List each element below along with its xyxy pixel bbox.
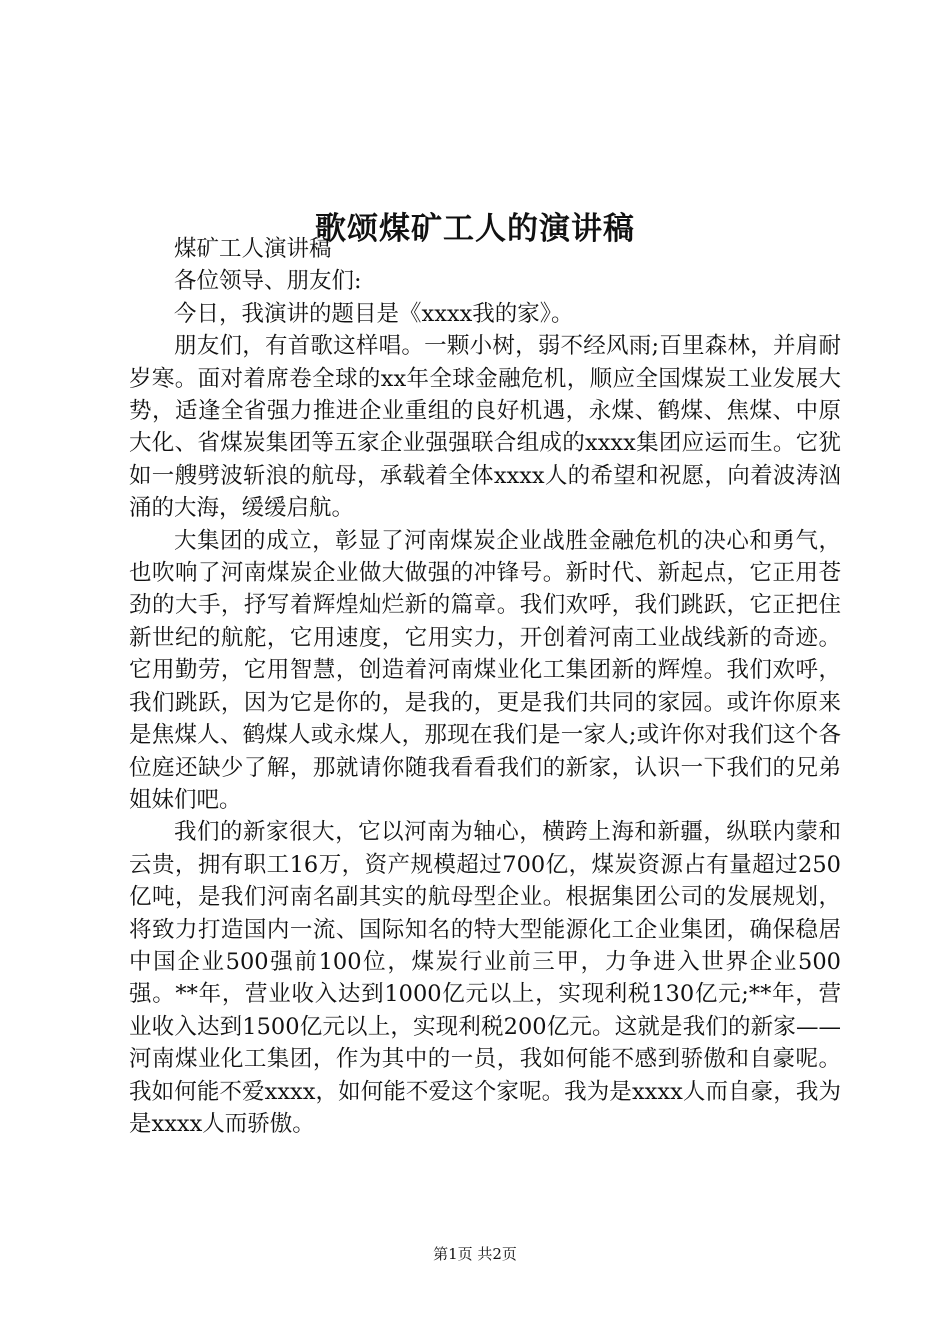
document-body bbox=[129, 233, 841, 1140]
paragraph-salutation: 各位领导、朋友们: bbox=[174, 268, 362, 295]
paragraph-topic: 今日，我演讲的题目是《xxxx我的家》。 bbox=[174, 300, 574, 327]
paragraph-body: 朋友们，有首歌这样唱。一颗小树，弱不经风雨;百里森林，并肩耐岁寒。面对着席卷全球的xx年全球金融危机，顺应全国煤炭工业发展大势，适逢全省强力推进企业重组的良好机遇，永煤、鹤煤、焦煤、中原大化、省煤炭集团等五家企业强强联合组成的xxxx集团应运而生。它犹如一艘劈波斩浪的航母，承载着全体xxxx人的希望和祝愿，向着波涛汹涌的大海，缓缓启航。 bbox=[129, 333, 841, 522]
document-title: 歌颂煤矿工人的演讲稿 bbox=[315, 210, 635, 247]
paragraph-subtitle: 煤矿工人演讲稿 bbox=[174, 236, 332, 262]
paragraph-body: 我们的新家很大，它以河南为轴心，横跨上海和新疆，纵联内蒙和云贵，拥有职工16万，资产规模超过700亿，煤炭资源占有量超过250亿吨，是我们河南名副其实的航母型企业。根据集团公司的发展规划，将致力打造国内一流、国际知名的特大型能源化工企业集团，确保稳居中国企业500强前100位，煤炭行业前三甲，力争进入世界企业500强。**年，营业收入达到1000亿元以上，实现利税130亿元;**年，营业收入达到1500亿元以上，实现利税200亿元。这就是我们的新家——河南煤业化工集团，作为其中的一员，我如何能不感到骄傲和自豪呢。我如何能不爱xxxx，如何能不爱这个家呢。我为是xxxx人而自豪，我为是xxxx人而骄傲。 bbox=[129, 819, 841, 1137]
page-number-footer: 第1页 共2页 bbox=[433, 1245, 517, 1263]
paragraph-body: 大集团的成立，彰显了河南煤炭企业战胜金融危机的决心和勇气，也吹响了河南煤炭企业做大做强的冲锋号。新时代、新起点，它正用苍劲的大手，抒写着辉煌灿烂新的篇章。我们欢呼，我们跳跃，它正把住新世纪的航舵，它用速度，它用实力，开创着河南工业战线新的奇迹。它用勤劳，它用智慧，创造着河南煤业化工集团新的辉煌。我们欢呼，我们跳跃，因为它是你的，是我的，更是我们共同的家园。或许你原来是焦煤人、鹤煤人或永煤人，那现在我们是一家人;或许你对我们这个各位庭还缺少了解，那就请你随我看看我们的新家，认识一下我们的兄弟姐妹们吧。 bbox=[129, 527, 841, 813]
